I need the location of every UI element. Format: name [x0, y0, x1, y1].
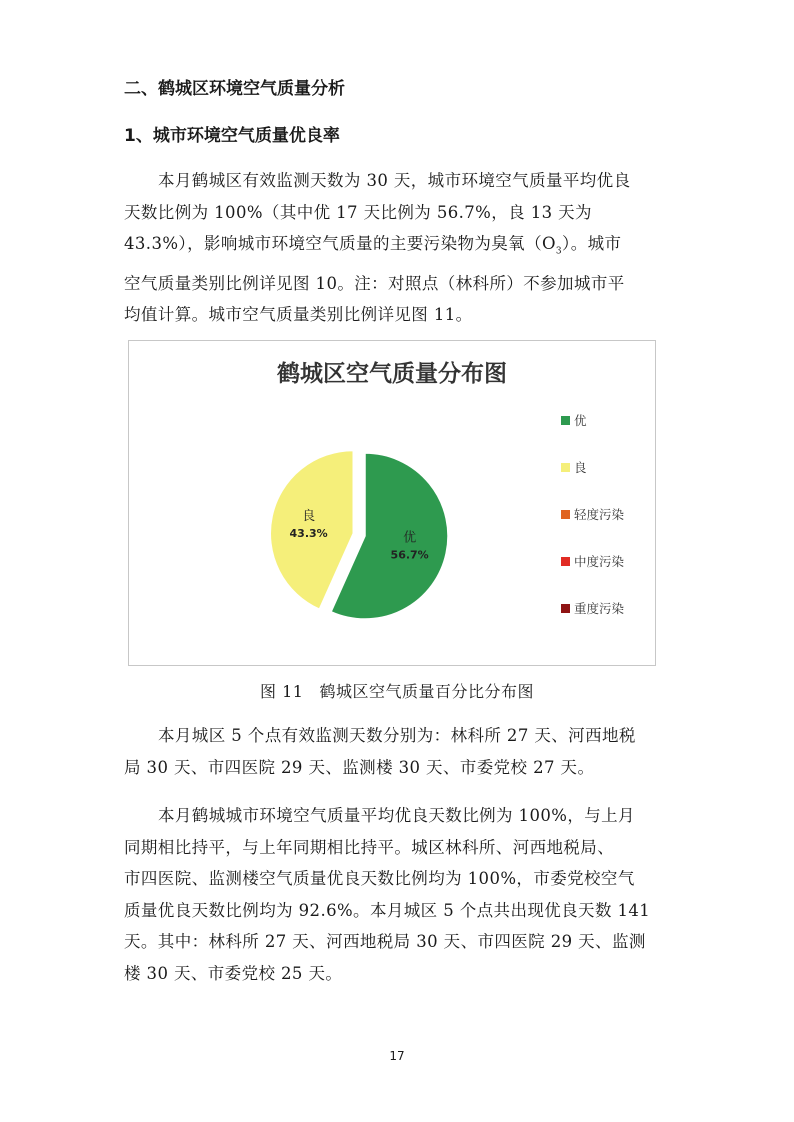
legend-label: 优	[574, 413, 587, 428]
paragraph-line: 质量优良天数比例均为 92.6%。本月城区 5 个点共出现优良天数 141	[124, 900, 651, 920]
pie-slice-label: 良	[302, 508, 316, 524]
paragraph-line: 天数比例为 100%（其中优 17 天比例为 56.7%，良 13 天为	[124, 202, 592, 222]
legend-swatch	[561, 510, 570, 519]
legend-swatch	[561, 416, 570, 425]
paragraph-line-part: 43.3%），影响城市环境空气质量的主要污染物为臭氧（O	[124, 234, 556, 253]
legend-item	[561, 599, 624, 615]
pie-slice-value-label: 43.3%	[289, 526, 328, 540]
legend-swatch	[561, 604, 570, 613]
paragraph-monitoring-summary	[124, 165, 674, 331]
legend-item	[561, 458, 587, 474]
paragraph-line: 本月城区 5 个点有效监测天数分别为：林科所 27 天、河西地税	[158, 726, 636, 745]
paragraph-line: 均值计算。城市空气质量类别比例详见图 11。	[124, 305, 473, 325]
legend-item	[561, 411, 587, 427]
paragraph-line	[124, 228, 674, 268]
page-number: 17	[389, 1049, 405, 1063]
paragraph-line: 本月鹤城区有效监测天数为 30 天，城市环境空气质量平均优良	[158, 171, 631, 190]
legend-label: 中度污染	[574, 554, 625, 569]
figure-number: 图 11	[260, 682, 304, 701]
paragraph-line: 本月鹤城城市环境空气质量平均优良天数比例为 100%，与上月	[158, 806, 635, 825]
legend-label: 重度污染	[574, 601, 625, 616]
subsection-heading: 1、城市环境空气质量优良率	[124, 126, 340, 146]
legend-swatch	[561, 557, 570, 566]
paragraph-line: 同期相比持平，与上年同期相比持平。城区林科所、河西地税局、	[124, 837, 615, 857]
legend-label: 良	[574, 460, 587, 475]
paragraph-line: 局 30 天、市四医院 29 天、监测楼 30 天、市委党校 27 天。	[124, 757, 595, 777]
section-heading: 二、鹤城区环境空气质量分析	[124, 79, 345, 99]
figure-caption	[0, 679, 794, 702]
paragraph-quality-ratio	[124, 800, 674, 989]
pie-chart	[129, 341, 655, 665]
pie-slice-label: 优	[403, 530, 417, 546]
paragraph-monitoring-days	[124, 720, 674, 783]
paragraph-line: 楼 30 天、市委党校 25 天。	[124, 963, 343, 983]
legend-item	[561, 505, 624, 521]
chart-title: 鹤城区空气质量分布图	[277, 361, 507, 387]
ozone-subscript: 3	[555, 246, 563, 257]
paragraph-line: 天。其中：林科所 27 天、河西地税局 30 天、市四医院 29 天、监测	[124, 932, 646, 951]
paragraph-line: 空气质量类别比例详见图 10。注：对照点（林科所）不参加城市平	[124, 273, 625, 293]
figure-caption-text: 鹤城区空气质量百分比分布图	[319, 682, 534, 701]
pie-slice-value-label: 56.7%	[390, 548, 429, 562]
pie-chart-frame	[128, 340, 656, 666]
legend-label: 轻度污染	[574, 507, 625, 522]
paragraph-line: 市四医院、监测楼空气质量优良天数比例均为 100%，市委党校空气	[124, 869, 635, 888]
paragraph-line-part: ）。城市	[562, 234, 622, 253]
legend-item	[561, 552, 624, 568]
legend-swatch	[561, 463, 570, 472]
